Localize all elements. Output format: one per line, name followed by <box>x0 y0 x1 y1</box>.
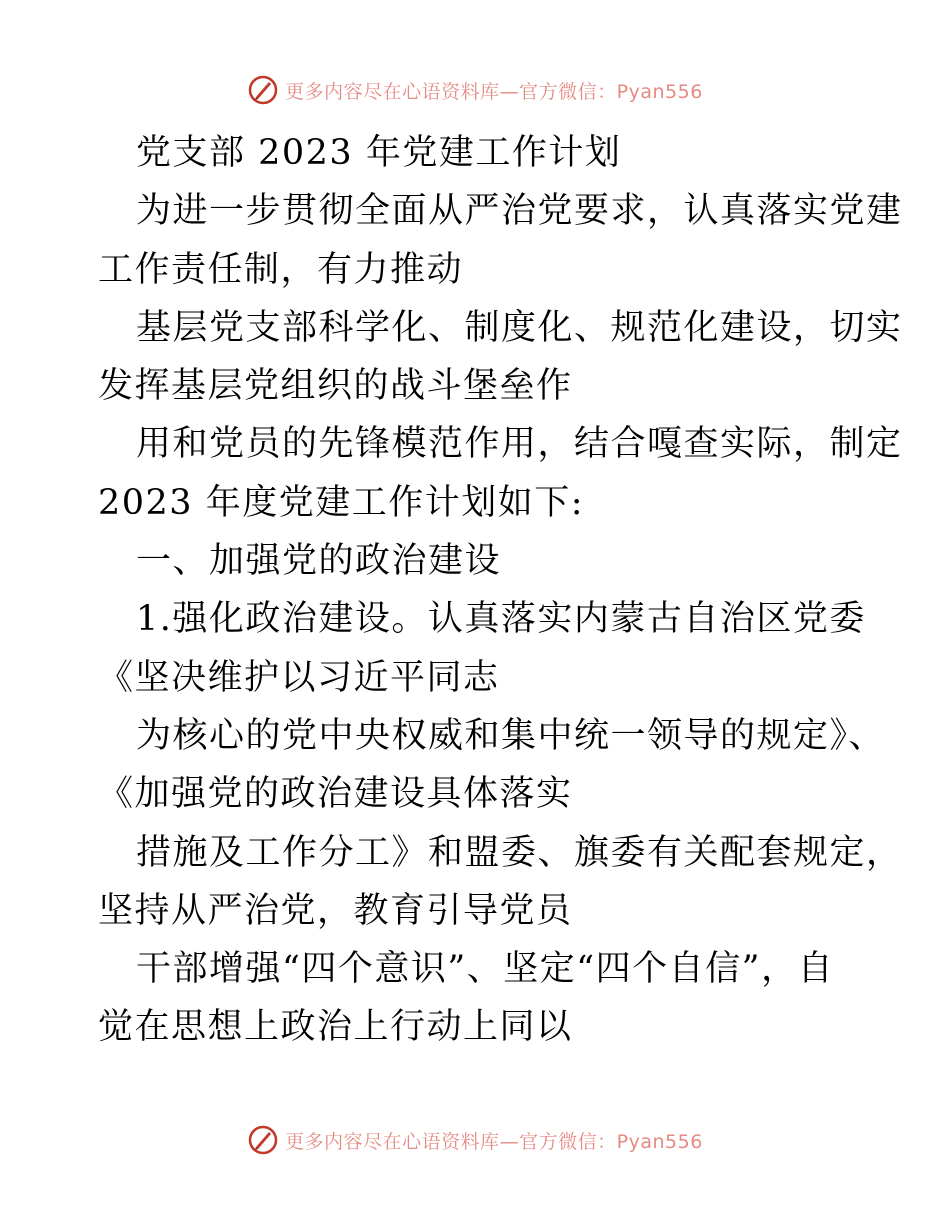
watermark-text: 更多内容尽在心语资料库—官方微信：Pyan556 <box>285 1130 703 1153</box>
document-line: 《坚决维护以习近平同志 <box>98 657 500 698</box>
document-line: 工作责任制，有力推动 <box>98 249 464 290</box>
document-line: 一、加强党的政治建设 <box>136 541 502 582</box>
watermark-footer <box>0 1120 950 1160</box>
document-line: 发挥基层党组织的战斗堡垒作 <box>98 366 573 407</box>
document-line: 为核心的党中央权威和集中统一领导的规定》、 <box>136 715 886 756</box>
document-body <box>98 124 903 1057</box>
document-line: 1.强化政治建设。认真落实内蒙古自治区党委 <box>136 599 866 640</box>
document-line: 用和党员的先锋模范作用，结合嘎查实际，制定 <box>136 424 903 465</box>
watermark-header <box>0 70 950 110</box>
quill-pen-logo-icon <box>247 74 279 106</box>
document-line: 干部增强“四个意识”、坚定“四个自信”，自 <box>136 949 835 990</box>
quill-pen-logo-icon <box>247 1124 279 1156</box>
document-line: 措施及工作分工》和盟委、旗委有关配套规定， <box>136 832 903 873</box>
document-line: 为进一步贯彻全面从严治党要求，认真落实党建 <box>136 191 903 232</box>
document-line: 基层党支部科学化、制度化、规范化建设，切实 <box>136 307 903 348</box>
watermark-text: 更多内容尽在心语资料库—官方微信：Pyan556 <box>285 80 703 103</box>
document-line: 2023 年度党建工作计划如下: <box>98 482 584 523</box>
document-line: 坚持从严治党，教育引导党员 <box>98 890 573 931</box>
document-line: 《加强党的政治建设具体落实 <box>98 774 573 815</box>
document-line: 党支部 2023 年党建工作计划 <box>136 133 622 173</box>
document-line: 觉在思想上政治上行动上同以 <box>98 1007 573 1048</box>
